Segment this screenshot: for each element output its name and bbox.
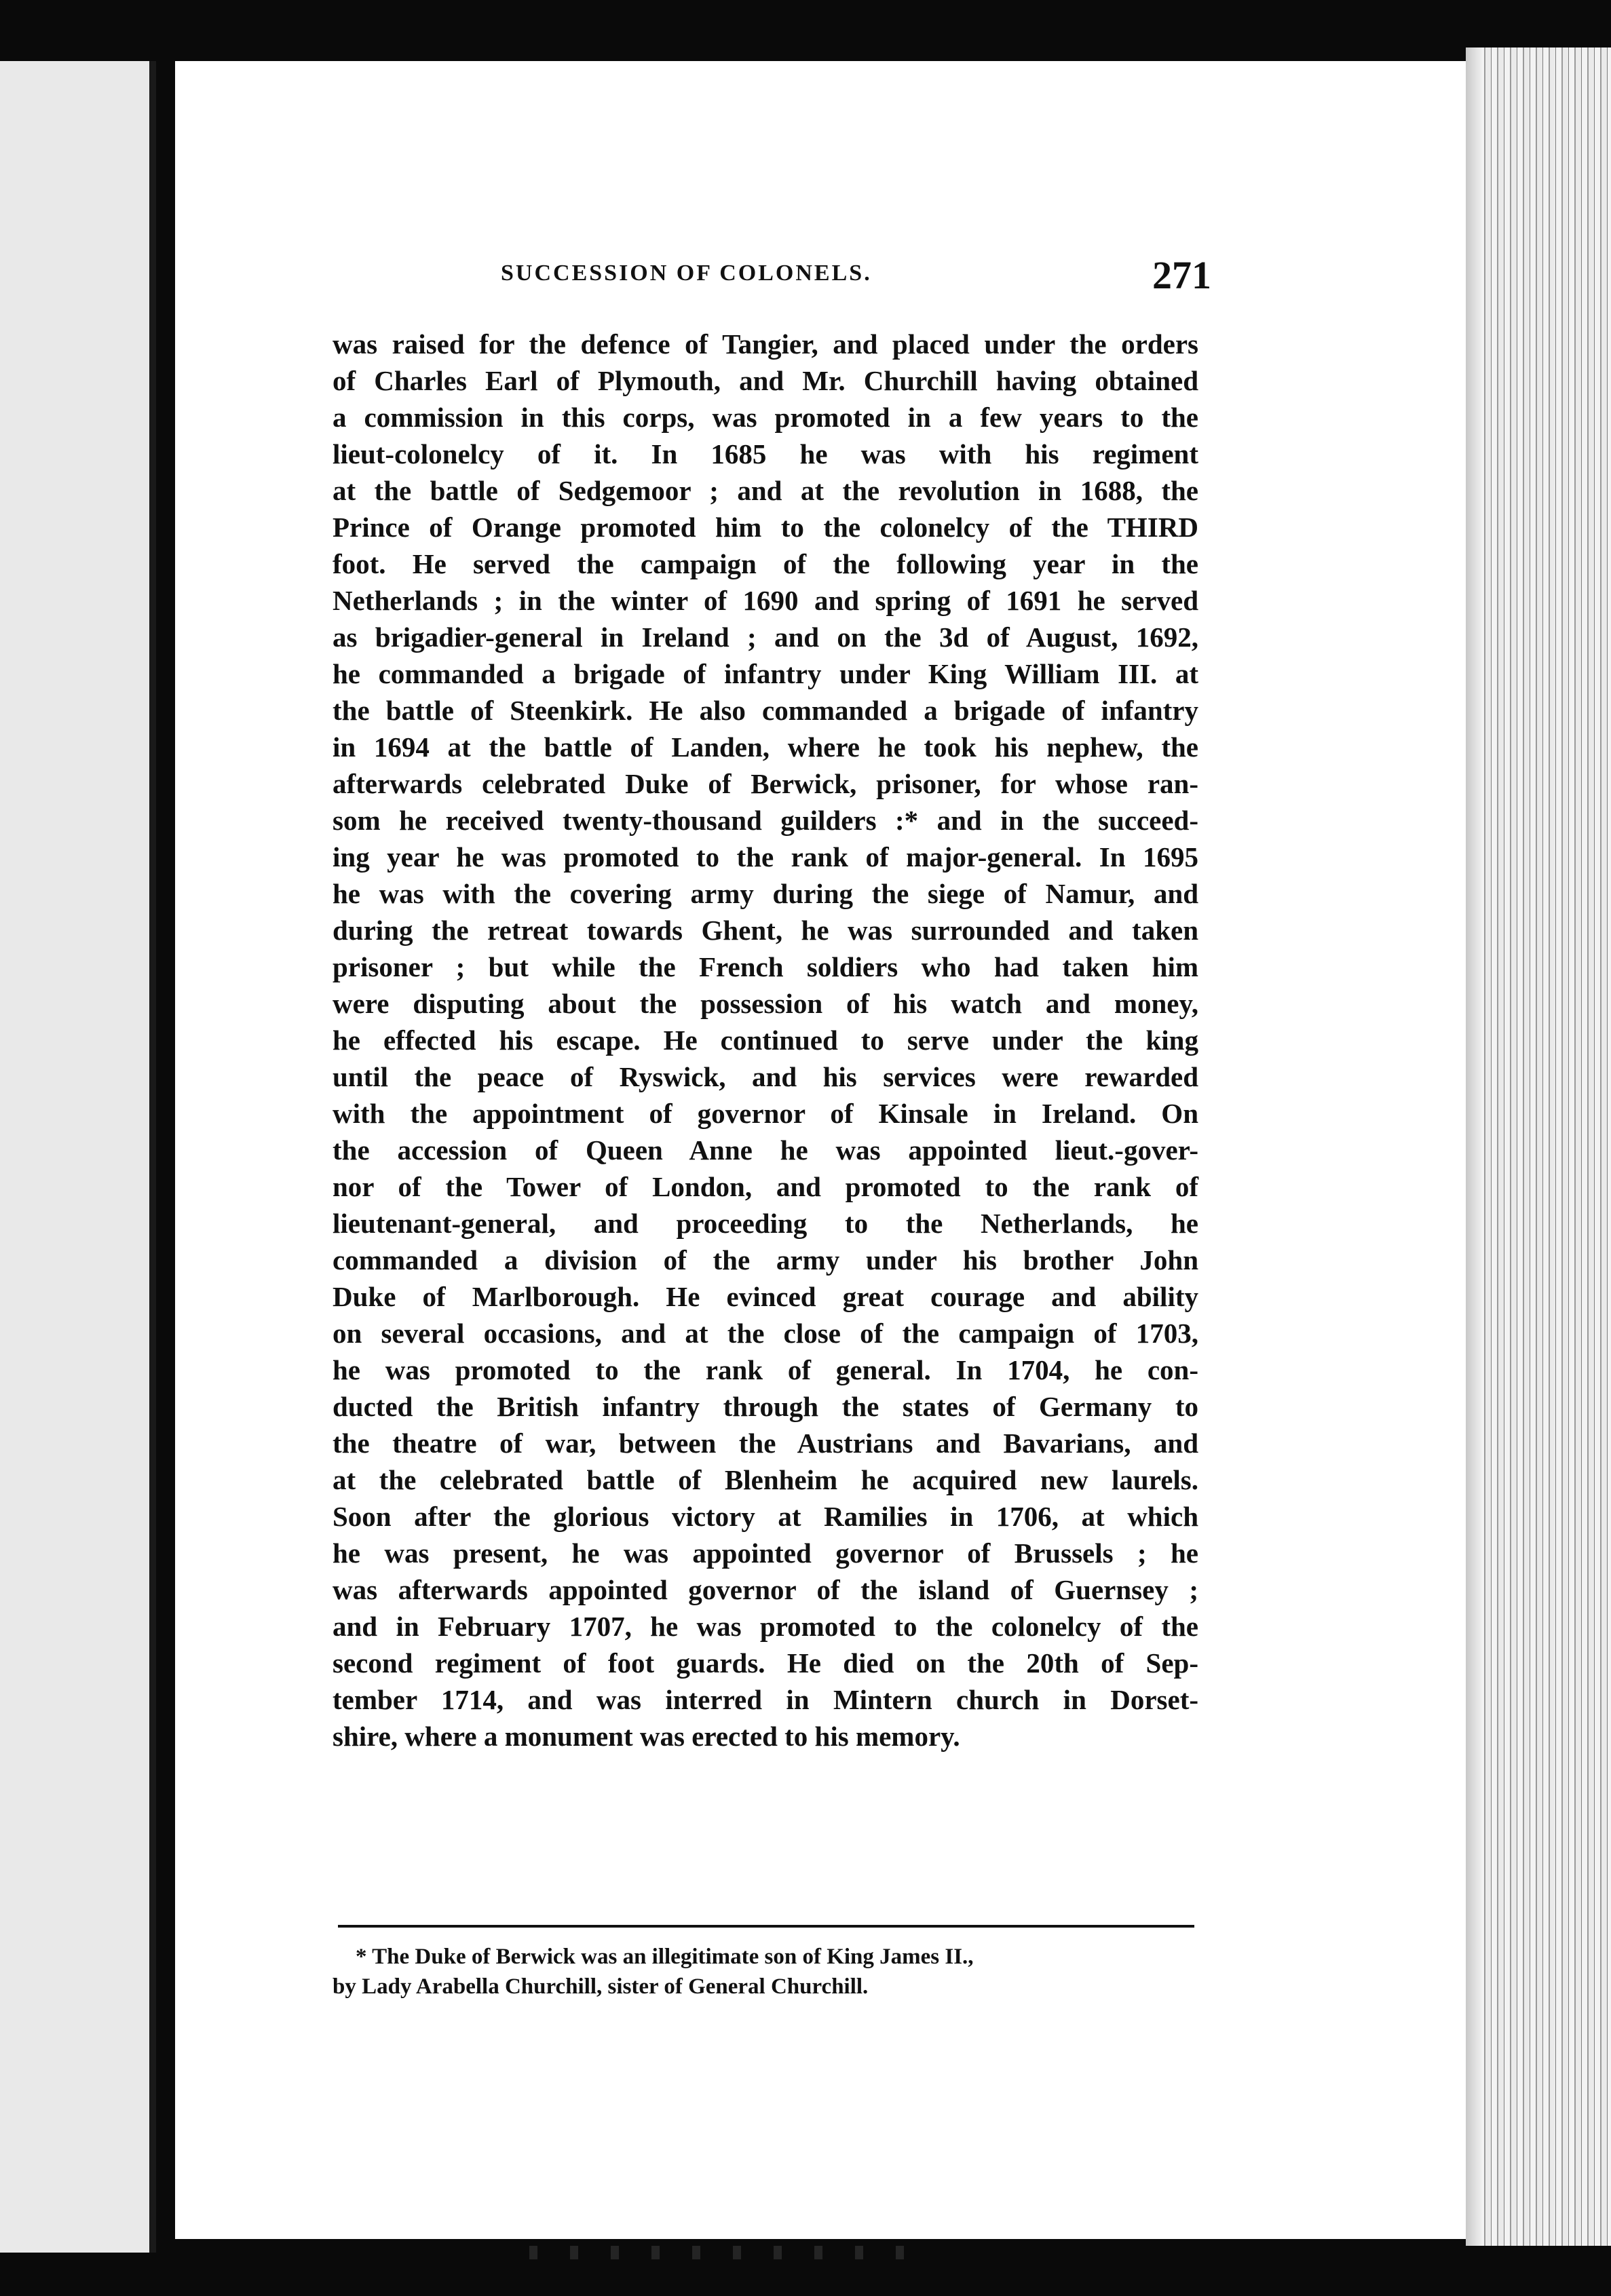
text-line: he was with the covering army during the siege of Namur, and: [333, 878, 1198, 909]
text-line: afterwards celebrated Duke of Berwick, prisoner, for whose ran-: [333, 768, 1198, 799]
text-line: until the peace of Ryswick, and his services were rewarded: [333, 1061, 1198, 1092]
text-line: the accession of Queen Anne he was appointed lieut.-gover-: [333, 1134, 1198, 1166]
text-line: lieutenant-general, and proceeding to the Netherlands, he: [333, 1208, 1198, 1239]
page-stack-edge: [1466, 47, 1611, 2246]
text-line: Duke of Marlborough. He evinced great courage and ability: [333, 1281, 1198, 1312]
text-line: Prince of Orange promoted him to the colonelcy of the THIRD: [333, 512, 1198, 543]
running-head: [175, 253, 1466, 304]
text-line: he was present, he was appointed governor of Brussels ; he: [333, 1537, 1198, 1569]
text-line: he commanded a brigade of infantry under King William III. at: [333, 658, 1198, 689]
text-line: commanded a division of the army under his brother John: [333, 1244, 1198, 1276]
footnote-divider: [338, 1925, 1194, 1928]
text-line: was afterwards appointed governor of the island of Guernsey ;: [333, 1574, 1198, 1605]
text-line: in 1694 at the battle of Landen, where he took his nephew, the: [333, 731, 1198, 763]
text-line: of Charles Earl of Plymouth, and Mr. Churchill having obtained: [333, 365, 1198, 396]
text-line: Netherlands ; in the winter of 1690 and spring of 1691 he served: [333, 585, 1198, 616]
footnote-line: * The Duke of Berwick was an illegitimate son of King James II.,: [356, 1945, 974, 1969]
text-line: with the appointment of governor of Kinsale in Ireland. On: [333, 1098, 1198, 1129]
text-line: he effected his escape. He continued to serve under the king: [333, 1025, 1198, 1056]
text-line: at the battle of Sedgemoor ; and at the revolution in 1688, the: [333, 475, 1198, 506]
page-number: 271: [1152, 253, 1211, 297]
text-line: as brigadier-general in Ireland ; and on the 3d of August, 1692,: [333, 621, 1198, 653]
text-line: som he received twenty-thousand guilders :* and in the succeed-: [333, 805, 1198, 836]
footnote-line: by Lady Arabella Churchill, sister of General Churchill.: [333, 1974, 869, 1999]
text-line: Soon after the glorious victory at Ramilies in 1706, at which: [333, 1501, 1198, 1532]
facing-page-edge: [0, 61, 156, 2253]
text-line: shire, where a monument was erected to his memory.: [333, 1721, 960, 1752]
text-line: on several occasions, and at the close of the campaign of 1703,: [333, 1318, 1198, 1349]
text-line: prisoner ; but while the French soldiers who had taken him: [333, 951, 1198, 982]
body-text: [333, 326, 1198, 1755]
text-line: tember 1714, and was interred in Mintern church in Dorset-: [333, 1684, 1198, 1715]
text-line: second regiment of foot guards. He died on the 20th of Sep-: [333, 1647, 1198, 1679]
text-line: nor of the Tower of London, and promoted to the rank of: [333, 1171, 1198, 1202]
footnote: [333, 1942, 1198, 2002]
text-line: and in February 1707, he was promoted to the colonelcy of the: [333, 1611, 1198, 1642]
running-head-title: SUCCESSION OF COLONELS.: [501, 261, 872, 286]
text-line: during the retreat towards Ghent, he was surrounded and taken: [333, 915, 1198, 946]
scan-artifact: [529, 2246, 936, 2259]
text-line: were disputing about the possession of his watch and money,: [333, 988, 1198, 1019]
page-gutter-shadow: [1466, 47, 1482, 2246]
text-line: at the celebrated battle of Blenheim he acquired new laurels.: [333, 1464, 1198, 1495]
text-line: the theatre of war, between the Austrians and Bavarians, and: [333, 1428, 1198, 1459]
text-line: ing year he was promoted to the rank of major-general. In 1695: [333, 841, 1198, 873]
text-line: he was promoted to the rank of general. In 1704, he con-: [333, 1354, 1198, 1385]
text-line: the battle of Steenkirk. He also commanded a brigade of infantry: [333, 695, 1198, 726]
book-page: [175, 61, 1466, 2239]
text-line: foot. He served the campaign of the following year in the: [333, 548, 1198, 579]
text-line: lieut-colonelcy of it. In 1685 he was with his regiment: [333, 438, 1198, 470]
text-line: ducted the British infantry through the states of Germany to: [333, 1391, 1198, 1422]
text-line: was raised for the defence of Tangier, and placed under the orders: [333, 328, 1198, 360]
text-line: a commission in this corps, was promoted in a few years to the: [333, 402, 1198, 433]
